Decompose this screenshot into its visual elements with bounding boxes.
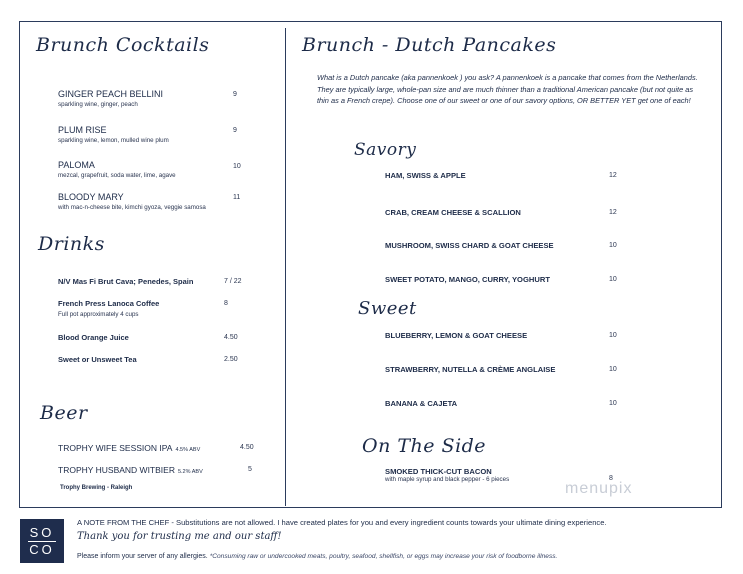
pancakes-heading: Brunch - Dutch Pancakes — [302, 34, 557, 56]
item-price: 10 — [609, 332, 617, 339]
item-name: GINGER PEACH BELLINI — [58, 89, 164, 99]
item-name: PLUM RISE — [58, 125, 107, 135]
item-desc: sparkling wine, ginger, peach — [58, 101, 138, 108]
logo-bottom-text: CO — [29, 541, 55, 557]
soco-logo — [20, 519, 64, 563]
chef-thanks: Thank you for trusting me and our staff! — [77, 531, 282, 542]
cocktails-heading: Brunch Cocktails — [36, 34, 210, 56]
item-price: 12 — [609, 209, 617, 216]
item-price: 8 — [224, 300, 228, 307]
item-price: 7 / 22 — [224, 278, 242, 285]
item-name: BLUEBERRY, LEMON & GOAT CHEESE — [385, 331, 528, 340]
item-price: 9 — [233, 91, 237, 98]
allergy-notice — [77, 553, 557, 560]
item-name: SWEET POTATO, MANGO, CURRY, YOGHURT — [385, 275, 550, 284]
item-price: 4.50 — [240, 444, 254, 451]
pancake-intro: What is a Dutch pancake (aka pannenkoek ) you ask? A pannenkoek is a pancake that comes from the Netherlands. They are typically large, whole-pan size and are much thinner than a traditional American pancake (but not quite as thin as a French crepe). Choose one of our sweet or one of our savory options, OR BETTER YET get one of each! — [317, 73, 698, 105]
item-name: French Press Lanoca Coffee — [58, 299, 160, 308]
chef-note: A NOTE FROM THE CHEF - Substitutions are not allowed. I have created plates for you and every ingredient counts towards your ultimate dining experience. — [77, 518, 607, 527]
item-price: 10 — [609, 242, 617, 249]
item-name: TROPHY WIFE SESSION IPA 4.5% ABV — [58, 443, 201, 453]
item-name: HAM, SWISS & APPLE — [385, 171, 466, 180]
item-name: PALOMA — [58, 160, 95, 170]
column-divider — [285, 28, 286, 506]
item-price: 9 — [233, 127, 237, 134]
item-price: 8 — [609, 475, 613, 482]
item-abv: 4.5% ABV — [175, 447, 201, 453]
watermark: menupix — [565, 480, 633, 497]
item-name: N/V Mas Fi Brut Cava; Penedes, Spain — [58, 277, 194, 286]
item-price: 10 — [233, 163, 241, 170]
allergy-text: Please inform your server of any allergies. — [77, 553, 208, 560]
item-name: BLOODY MARY — [58, 192, 124, 202]
allergy-disclaimer: *Consuming raw or undercooked meats, poultry, seafood, shellfish, or eggs may increase your risk of foodborne illness. — [209, 553, 558, 560]
item-name: TROPHY HUSBAND WITBIER 5.2% ABV — [58, 465, 203, 475]
sweet-heading: Sweet — [358, 298, 417, 319]
item-price: 5 — [248, 466, 252, 473]
item-price: 4.50 — [224, 334, 238, 341]
item-name: Sweet or Unsweet Tea — [58, 355, 137, 364]
item-desc: Full pot approximately 4 cups — [58, 311, 139, 318]
item-name: CRAB, CREAM CHEESE & SCALLION — [385, 208, 521, 217]
item-name: Blood Orange Juice — [58, 333, 129, 342]
item-name: SMOKED THICK-CUT BACON — [385, 467, 492, 476]
item-price: 10 — [609, 400, 617, 407]
drinks-heading: Drinks — [38, 233, 105, 255]
item-desc: with mac-n-cheese bite, kimchi gyoza, veggie samosa — [58, 204, 206, 211]
item-name: BANANA & CAJETA — [385, 399, 458, 408]
item-desc: mezcal, grapefruit, soda water, lime, agave — [58, 172, 176, 179]
logo-top-text: SO — [29, 524, 55, 540]
item-price: 12 — [609, 172, 617, 179]
item-price: 11 — [233, 194, 241, 201]
brewery-label: Trophy Brewing - Raleigh — [60, 485, 133, 491]
item-desc: sparkling wine, lemon, mulled wine plum — [58, 137, 169, 144]
item-price: 10 — [609, 276, 617, 283]
side-heading: On The Side — [362, 435, 487, 457]
item-desc: with maple syrup and black pepper - 6 pieces — [385, 476, 510, 483]
beer-heading: Beer — [40, 402, 88, 424]
savory-heading: Savory — [354, 140, 417, 160]
item-price: 10 — [609, 366, 617, 373]
item-price: 2.50 — [224, 356, 238, 363]
item-name: STRAWBERRY, NUTELLA & CRÈME ANGLAISE — [385, 365, 556, 374]
item-abv: 5.2% ABV — [177, 469, 203, 475]
item-name: MUSHROOM, SWISS CHARD & GOAT CHEESE — [385, 241, 554, 250]
